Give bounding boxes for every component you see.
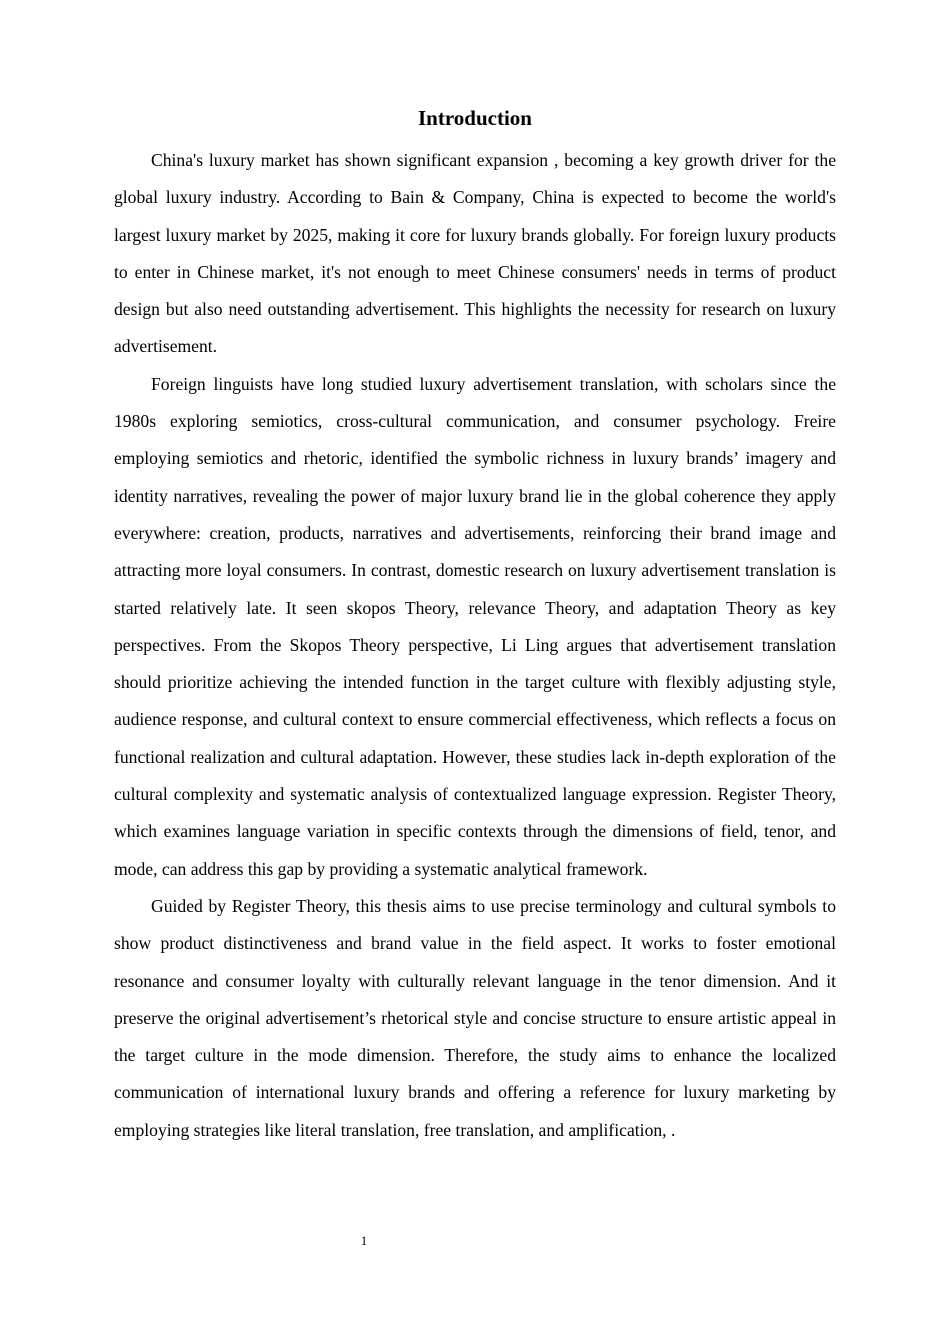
paragraph-3: Guided by Register Theory, this thesis aims to use precise terminology and cultural symbols to show product distinctiveness and brand value in the field aspect. It works to foster emotional resonance and consumer loyalty with culturally relevant language in the tenor dimension. And it preserve the original advertisement’s rhetorical style and concise structure to ensure artistic appeal in the target culture in the mode dimension. Therefore, the study aims to enhance the localized communication of international luxury brands and offering a reference for luxury marketing by employing strategies like literal translation, free translation, and amplification, . — [114, 895, 836, 1140]
paragraph-1: China's luxury market has shown significant expansion , becoming a key growth driver for the global luxury industry. According to Bain & Company, China is expected to become the world's largest luxury market by 2025, making it core for luxury brands globally. For foreign luxury products to enter in Chinese market, it's not enough to meet Chinese consumers' needs in terms of product design but also need outstanding advertisement. This highlights the necessity for research on luxury advertisement. — [114, 150, 836, 357]
body-text — [114, 142, 836, 1149]
page-number: 1 — [360, 1233, 368, 1248]
paragraph-2: Foreign linguists have long studied luxury advertisement translation, with scholars since the 1980s exploring semiotics, cross-cultural communication, and consumer psychology. Freire employing semiotics and rhetoric, identified the symbolic richness in luxury brands’ imagery and identity narratives, revealing the power of major luxury brand lie in the global coherence they apply everywhere: creation, products, narratives and advertisements, reinforcing their brand image and attracting more loyal consumers. In contrast, domestic research on luxury advertisement translation is started relatively late. It seen skopos Theory, relevance Theory, and adaptation Theory as key perspectives. From the Skopos Theory perspective, Li Ling argues that advertisement translation should prioritize achieving the intended function in the target culture with flexibly adjusting style, audience response, and cultural context to ensure commercial effectiveness, which reflects a focus on functional realization and cultural adaptation. However, these studies lack in-depth exploration of the cultural complexity and systematic analysis of contextualized language expression. Register Theory, which examines language variation in specific contexts through the dimensions of field, tenor, and mode, can address this gap by providing a systematic analytical framework. — [114, 373, 836, 879]
page-title: Introduction — [418, 106, 532, 130]
